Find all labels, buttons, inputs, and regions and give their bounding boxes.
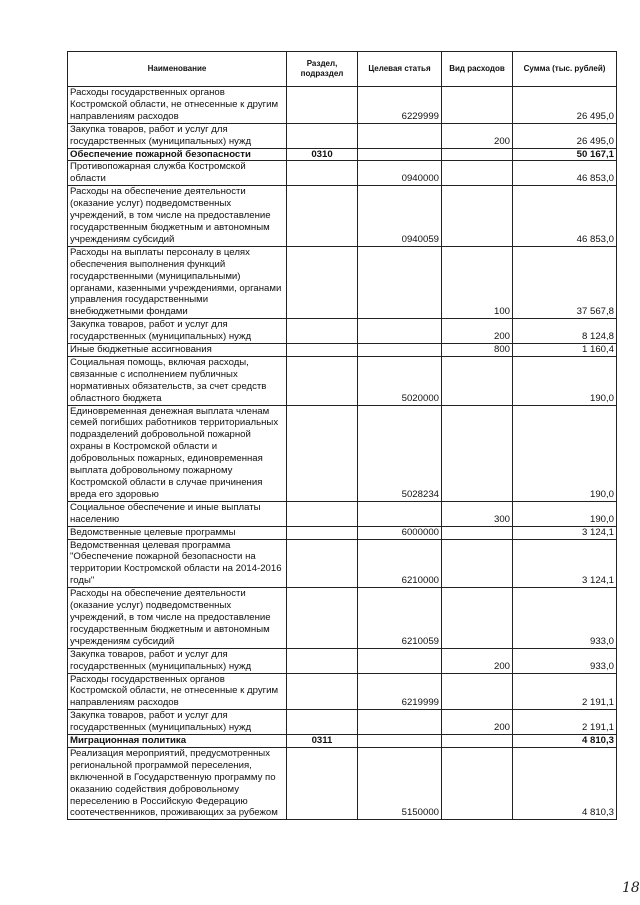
row-type xyxy=(442,186,513,247)
row-section xyxy=(287,747,358,819)
row-name: Миграционная политика xyxy=(68,735,287,748)
row-sum: 190,0 xyxy=(513,356,617,405)
table-row xyxy=(68,588,617,649)
row-name: Закупка товаров, работ и услуг для государственных (муниципальных) нужд xyxy=(68,710,287,735)
row-sum: 1 160,4 xyxy=(513,344,617,357)
row-name: Реализация мероприятий, предусмотренных региональной программой переселения, включенной в Государственную программу по оказанию содействия добровольному переселению в Российскую Федерацию соотечественников, проживающих за рубежом xyxy=(68,747,287,819)
row-sum: 3 124,1 xyxy=(513,526,617,539)
row-type: 200 xyxy=(442,710,513,735)
table-row-section xyxy=(68,735,617,748)
row-target: 0940000 xyxy=(358,161,442,186)
table-row xyxy=(68,526,617,539)
row-target xyxy=(358,735,442,748)
row-type xyxy=(442,148,513,161)
row-sum: 933,0 xyxy=(513,588,617,649)
row-type xyxy=(442,747,513,819)
row-section xyxy=(287,673,358,710)
table-row xyxy=(68,246,617,318)
row-name: Расходы государственных органов Костромской области, не отнесенные к другим направлениям расходов xyxy=(68,87,287,124)
table-row xyxy=(68,123,617,148)
row-name: Расходы государственных органов Костромской области, не отнесенные к другим направлениям расходов xyxy=(68,673,287,710)
row-section xyxy=(287,123,358,148)
header-sum: Сумма (тыс. рублей) xyxy=(513,52,617,87)
row-name: Расходы на обеспечение деятельности (оказание услуг) подведомственных учреждений, в том числе на предоставление государственным бюджетным и автономным учреждениям субсидий xyxy=(68,588,287,649)
row-target: 0940059 xyxy=(358,186,442,247)
row-target xyxy=(358,246,442,318)
row-target: 6210059 xyxy=(358,588,442,649)
row-name: Закупка товаров, работ и услуг для государственных (муниципальных) нужд xyxy=(68,123,287,148)
row-name: Расходы на обеспечение деятельности (оказание услуг) подведомственных учреждений, в том числе на предоставление государственным бюджетным и автономным учреждениям субсидий xyxy=(68,186,287,247)
row-target: 6210000 xyxy=(358,539,442,588)
row-type xyxy=(442,405,513,501)
row-name: Закупка товаров, работ и услуг для государственных (муниципальных) нужд xyxy=(68,648,287,673)
table-row xyxy=(68,710,617,735)
row-type xyxy=(442,588,513,649)
table-row xyxy=(68,405,617,501)
table-row xyxy=(68,673,617,710)
row-sum: 26 495,0 xyxy=(513,123,617,148)
row-target: 5028234 xyxy=(358,405,442,501)
table-row-section xyxy=(68,148,617,161)
row-type: 800 xyxy=(442,344,513,357)
row-type xyxy=(442,161,513,186)
row-sum: 2 191,1 xyxy=(513,673,617,710)
row-target xyxy=(358,344,442,357)
row-type xyxy=(442,673,513,710)
row-type xyxy=(442,356,513,405)
row-type: 300 xyxy=(442,501,513,526)
row-target xyxy=(358,710,442,735)
row-sum: 190,0 xyxy=(513,405,617,501)
row-target: 5020000 xyxy=(358,356,442,405)
row-name: Закупка товаров, работ и услуг для государственных (муниципальных) нужд xyxy=(68,319,287,344)
row-section xyxy=(287,87,358,124)
row-target: 5150000 xyxy=(358,747,442,819)
row-type xyxy=(442,526,513,539)
row-sum: 3 124,1 xyxy=(513,539,617,588)
row-section xyxy=(287,501,358,526)
row-type: 100 xyxy=(442,246,513,318)
row-sum: 46 853,0 xyxy=(513,186,617,247)
row-section xyxy=(287,648,358,673)
table-row xyxy=(68,539,617,588)
row-sum: 50 167,1 xyxy=(513,148,617,161)
row-target xyxy=(358,501,442,526)
header-section: Раздел, подраздел xyxy=(287,52,358,87)
row-sum: 8 124,8 xyxy=(513,319,617,344)
row-sum: 37 567,8 xyxy=(513,246,617,318)
row-target xyxy=(358,319,442,344)
row-section xyxy=(287,356,358,405)
row-sum: 46 853,0 xyxy=(513,161,617,186)
row-section xyxy=(287,588,358,649)
header-target: Целевая статья xyxy=(358,52,442,87)
row-section xyxy=(287,344,358,357)
row-name: Иные бюджетные ассигнования xyxy=(68,344,287,357)
row-section xyxy=(287,526,358,539)
table-header-row xyxy=(68,52,617,87)
row-sum: 190,0 xyxy=(513,501,617,526)
row-section xyxy=(287,319,358,344)
row-name: Обеспечение пожарной безопасности xyxy=(68,148,287,161)
row-name: Ведомственные целевые программы xyxy=(68,526,287,539)
row-sum: 933,0 xyxy=(513,648,617,673)
row-sum: 4 810,3 xyxy=(513,735,617,748)
row-type: 200 xyxy=(442,319,513,344)
row-type xyxy=(442,539,513,588)
row-section xyxy=(287,405,358,501)
table-row xyxy=(68,161,617,186)
row-section xyxy=(287,710,358,735)
row-target: 6229999 xyxy=(358,87,442,124)
row-target xyxy=(358,148,442,161)
row-target: 6219999 xyxy=(358,673,442,710)
row-name: Противопожарная служба Костромской области xyxy=(68,161,287,186)
row-type xyxy=(442,735,513,748)
budget-table xyxy=(67,51,617,820)
table-row xyxy=(68,87,617,124)
row-name: Ведомственная целевая программа "Обеспечение пожарной безопасности на территории Костромской области на 2014-2016 годы" xyxy=(68,539,287,588)
table-row xyxy=(68,319,617,344)
page-number: 18 xyxy=(622,880,640,896)
table-row xyxy=(68,186,617,247)
row-name: Единовременная денежная выплата членам семей погибших работников территориальных подразделений добровольной пожарной охраны в Костромской области и добровольных пожарных, единовременная выплата добровольному пожарному Костромской области в случае причинения вреда его здоровью xyxy=(68,405,287,501)
table-row xyxy=(68,747,617,819)
row-name: Социальное обеспечение и иные выплаты населению xyxy=(68,501,287,526)
table-row xyxy=(68,344,617,357)
row-section: 0310 xyxy=(287,148,358,161)
row-sum: 4 810,3 xyxy=(513,747,617,819)
row-type: 200 xyxy=(442,648,513,673)
row-section xyxy=(287,161,358,186)
table-row xyxy=(68,501,617,526)
table-row xyxy=(68,648,617,673)
row-name: Социальная помощь, включая расходы, связанные с исполнением публичных нормативных обязательств, за счет средств областного бюджета xyxy=(68,356,287,405)
row-sum: 26 495,0 xyxy=(513,87,617,124)
table-row xyxy=(68,356,617,405)
row-type: 200 xyxy=(442,123,513,148)
row-section: 0311 xyxy=(287,735,358,748)
row-target: 6000000 xyxy=(358,526,442,539)
row-sum: 2 191,1 xyxy=(513,710,617,735)
header-type: Вид расходов xyxy=(442,52,513,87)
row-name: Расходы на выплаты персоналу в целях обеспечения выполнения функций государственными (муниципальными) органами, казенными учреждениями, органами управления государственными внебюджетными фондами xyxy=(68,246,287,318)
row-type xyxy=(442,87,513,124)
row-target xyxy=(358,648,442,673)
row-target xyxy=(358,123,442,148)
row-section xyxy=(287,539,358,588)
header-name: Наименование xyxy=(68,52,287,87)
row-section xyxy=(287,186,358,247)
row-section xyxy=(287,246,358,318)
